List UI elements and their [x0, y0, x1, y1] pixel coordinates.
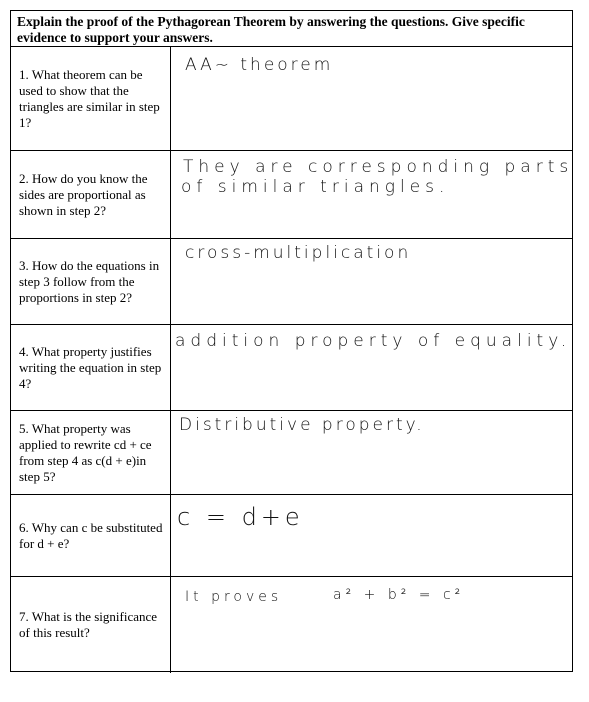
- question-row-2: [11, 151, 572, 239]
- answer-6: [171, 495, 572, 576]
- question-row-3: [11, 239, 572, 325]
- answer-equation: a² + b² = c²: [333, 587, 465, 603]
- question-text: 3. How do the equations in step 3 follow from the proportions in step 2?: [19, 257, 160, 305]
- question-row-4: [11, 325, 572, 411]
- instructions: Explain the proof of the Pythagorean Theorem by answering the questions. Give specific evidence to support your answers.: [11, 11, 572, 47]
- answer-text: c = d+e: [177, 503, 304, 531]
- question-3: [11, 239, 171, 324]
- question-4: [11, 325, 171, 410]
- question-text: 2. How do you know the sides are proportional as shown in step 2?: [19, 170, 148, 218]
- question-1: [11, 47, 171, 150]
- answer-text-line-1: They are corresponding parts: [183, 157, 574, 177]
- question-text: 7. What is the significance of this result?: [19, 609, 158, 640]
- answer-text-line-2: of similar triangles.: [181, 177, 450, 197]
- answer-text: AA~ theorem: [185, 55, 334, 75]
- question-row-6: [11, 495, 572, 577]
- question-7: [11, 577, 171, 673]
- answer-4: [171, 325, 572, 410]
- question-text: 1. What theorem can be used to show that the triangles are similar in step 1?: [19, 66, 160, 130]
- answer-7: [171, 577, 572, 673]
- answer-text: addition property of equality.: [175, 331, 572, 351]
- answer-text: cross-multiplication: [185, 243, 412, 263]
- answer-1: [171, 47, 572, 150]
- question-row-1: [11, 47, 572, 151]
- question-text: 6. Why can c be substituted for d + e?: [19, 519, 163, 551]
- worksheet: [10, 10, 573, 672]
- question-text: 5. What property was applied to rewrite cd + ce from step 4 as c(d + e)in step 5?: [19, 420, 152, 484]
- question-row-5: [11, 411, 572, 495]
- question-6: [11, 495, 171, 576]
- answer-prefix: It proves: [185, 589, 283, 605]
- question-row-7: [11, 577, 572, 673]
- answer-3: [171, 239, 572, 324]
- question-text: 4. What property justifies writing the equation in step 4?: [19, 343, 162, 391]
- question-5: [11, 411, 171, 494]
- answer-5: [171, 411, 572, 494]
- question-2: [11, 151, 171, 238]
- answer-2: [171, 151, 572, 238]
- answer-text: Distributive property.: [179, 415, 425, 435]
